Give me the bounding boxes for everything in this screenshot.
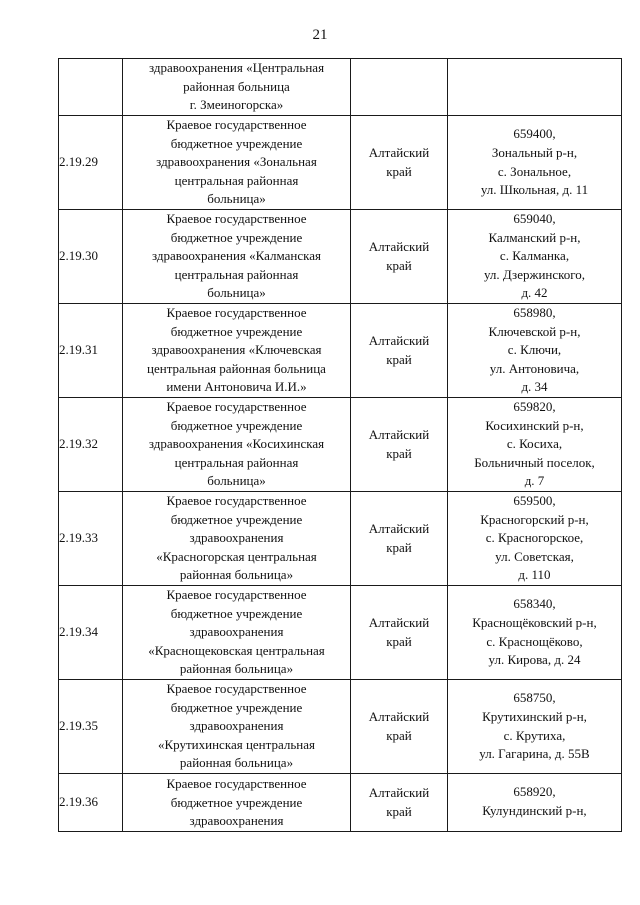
region-name-line: Алтайский [368, 785, 430, 800]
postal-address [448, 680, 622, 774]
institution-name-line: районная больница» [179, 661, 294, 677]
region-name [351, 304, 448, 398]
institution-name [123, 210, 351, 304]
region-name-line: край [386, 163, 412, 179]
institution-name [123, 116, 351, 210]
institution-name-line: бюджетное учреждение [170, 794, 303, 810]
postal-address [448, 59, 622, 116]
institution-name-line: центральная районная [174, 172, 299, 188]
postal-address-line: Больничный поселок, [474, 454, 595, 470]
postal-address-line: ул. Кирова, д. 24 [488, 652, 581, 668]
institution-name-line: Краевое государственное [166, 776, 307, 791]
region-name [351, 398, 448, 492]
postal-address [448, 116, 622, 210]
region-name-line: край [386, 803, 412, 819]
postal-address [448, 210, 622, 304]
region-name-line: край [386, 445, 412, 461]
postal-address-line: Крутихинский р-н, [482, 708, 587, 724]
table-row [59, 680, 622, 774]
institution-name-line: здравоохранения «Калманская [151, 248, 322, 264]
institution-name-line: бюджетное учреждение [170, 135, 303, 151]
institution-name-line: г. Змеиногорска» [189, 97, 284, 113]
region-name-line: край [386, 633, 412, 649]
postal-address [448, 304, 622, 398]
row-number [59, 59, 123, 116]
postal-address-line: 659400, [513, 126, 556, 142]
institution-name-line: здравоохранения [189, 624, 284, 640]
region-name-line: Алтайский [368, 238, 430, 254]
region-name-line: Алтайский [368, 144, 430, 160]
row-number: 2.19.36 [59, 774, 123, 832]
postal-address-line: Ключевской р-н, [488, 323, 581, 339]
institution-name-line: больница» [207, 285, 266, 301]
region-name [351, 59, 448, 116]
postal-address-line: 659820, [513, 399, 556, 415]
page-number: 21 [312, 27, 328, 43]
institution-name [123, 586, 351, 680]
institution-name [123, 492, 351, 586]
table-row [59, 304, 622, 398]
institution-name-line: больница» [207, 473, 266, 489]
postal-address-line: 658920, [513, 784, 556, 799]
institution-name [123, 59, 351, 116]
region-name [351, 680, 448, 774]
institution-name-line: здравоохранения [189, 718, 284, 734]
postal-address-line: с. Краснощёково, [486, 633, 583, 649]
institution-name-line: Краевое государственное [166, 587, 307, 603]
region-name-line: Алтайский [368, 520, 430, 536]
region-name-line: Алтайский [368, 708, 430, 724]
institution-name-line: здравоохранения «Ключевская [151, 342, 322, 358]
row-number: 2.19.30 [59, 210, 123, 304]
institution-name-line: Краевое государственное [166, 681, 307, 697]
postal-address-line: ул. Гагарина, д. 55В [479, 746, 590, 762]
institution-name-line: центральная районная больница [147, 360, 326, 376]
table-row [59, 116, 622, 210]
region-name [351, 210, 448, 304]
postal-address-line: 658980, [513, 305, 556, 321]
postal-address-line: ул. Школьная, д. 11 [480, 182, 589, 198]
region-name-line: Алтайский [368, 614, 430, 630]
institution-name-line: Краевое государственное [166, 399, 307, 415]
institution-name-line: Краевое государственное [166, 211, 307, 227]
postal-address-line: ул. Советская, [495, 548, 574, 564]
postal-address-line: д. 34 [521, 379, 548, 395]
table-row [59, 492, 622, 586]
region-name-line: Алтайский [368, 426, 430, 442]
postal-address-line: с. Красногорское, [485, 530, 584, 546]
postal-address [448, 774, 622, 832]
postal-address-line: с. Ключи, [507, 342, 562, 358]
postal-address-line: Кулундинский р-н, [482, 802, 587, 818]
institution-name-line: районная больница» [179, 755, 294, 771]
table-row [59, 398, 622, 492]
postal-address-line: 658340, [513, 596, 556, 612]
postal-address-line: с. Косиха, [506, 436, 563, 452]
institution-name-line: имени Антоновича И.И.» [166, 379, 307, 395]
institution-name-line: здравоохранения «Зональная [156, 154, 317, 170]
institution-name-line: бюджетное учреждение [170, 699, 303, 715]
institution-name-line: «Красногорская центральная [156, 548, 317, 564]
postal-address-line: Краснощёковский р-н, [472, 614, 597, 630]
region-name [351, 492, 448, 586]
postal-address [448, 398, 622, 492]
institution-name-line: центральная районная [174, 266, 299, 282]
region-name-line: край [386, 257, 412, 273]
institution-name-line: здравоохранения «Центральная [148, 60, 325, 76]
institution-name-line: здравоохранения [189, 813, 284, 829]
row-number: 2.19.33 [59, 492, 123, 586]
row-number: 2.19.34 [59, 586, 123, 680]
institution-name-line: бюджетное учреждение [170, 605, 303, 621]
postal-address-line: с. Крутиха, [503, 727, 566, 743]
postal-address-line: с. Зональное, [497, 163, 572, 179]
institution-name [123, 774, 351, 832]
region-name [351, 586, 448, 680]
institution-name-line: Краевое государственное [166, 305, 307, 321]
region-name [351, 774, 448, 832]
postal-address-line: Калманский р-н, [488, 229, 581, 245]
institution-name-line: бюджетное учреждение [170, 323, 303, 339]
institution-name [123, 680, 351, 774]
postal-address-line: с. Калманка, [499, 248, 570, 264]
postal-address-line: 659500, [513, 493, 556, 509]
table-row [59, 774, 622, 832]
table-row [59, 586, 622, 680]
region-name-line: край [386, 539, 412, 555]
postal-address-line: ул. Дзержинского, [483, 266, 586, 282]
postal-address [448, 492, 622, 586]
postal-address-line: д. 7 [524, 473, 545, 489]
postal-address-line: 659040, [513, 211, 556, 227]
postal-address-line: д. 42 [521, 285, 548, 301]
postal-address-line: 658750, [513, 690, 556, 706]
row-number: 2.19.29 [59, 116, 123, 210]
postal-address-line: Красногорский р-н, [480, 511, 589, 527]
institution-name-line: бюджетное учреждение [170, 229, 303, 245]
postal-address-line: ул. Антоновича, [489, 360, 580, 376]
institution-name-line: «Крутихинская центральная [158, 736, 315, 752]
institution-name-line: бюджетное учреждение [170, 511, 303, 527]
row-number: 2.19.32 [59, 398, 123, 492]
postal-address [448, 586, 622, 680]
region-name [351, 116, 448, 210]
institution-name [123, 398, 351, 492]
institution-name-line: Краевое государственное [166, 493, 307, 509]
table-row [59, 59, 622, 116]
postal-address-line: Зональный р-н, [491, 144, 578, 160]
row-number: 2.19.31 [59, 304, 123, 398]
postal-address-line: д. 110 [518, 567, 551, 583]
institution-name-line: районная больница [183, 78, 290, 94]
table-row [59, 210, 622, 304]
institution-name [123, 304, 351, 398]
institution-name-line: здравоохранения [189, 530, 284, 546]
institution-name-line: бюджетное учреждение [170, 417, 303, 433]
institution-name-line: Краевое государственное [166, 117, 307, 133]
institution-name-line: здравоохранения «Косихинская [148, 436, 325, 452]
institution-name-line: центральная районная [174, 454, 299, 470]
hospital-registry-table [58, 58, 622, 832]
postal-address-line: Косихинский р-н, [485, 417, 584, 433]
institution-name-line: больница» [207, 191, 266, 207]
region-name-line: край [386, 727, 412, 743]
region-name-line: край [386, 351, 412, 367]
institution-name-line: районная больница» [179, 567, 294, 583]
row-number: 2.19.35 [59, 680, 123, 774]
institution-name-line: «Краснощековская центральная [148, 642, 325, 658]
region-name-line: Алтайский [368, 332, 430, 348]
